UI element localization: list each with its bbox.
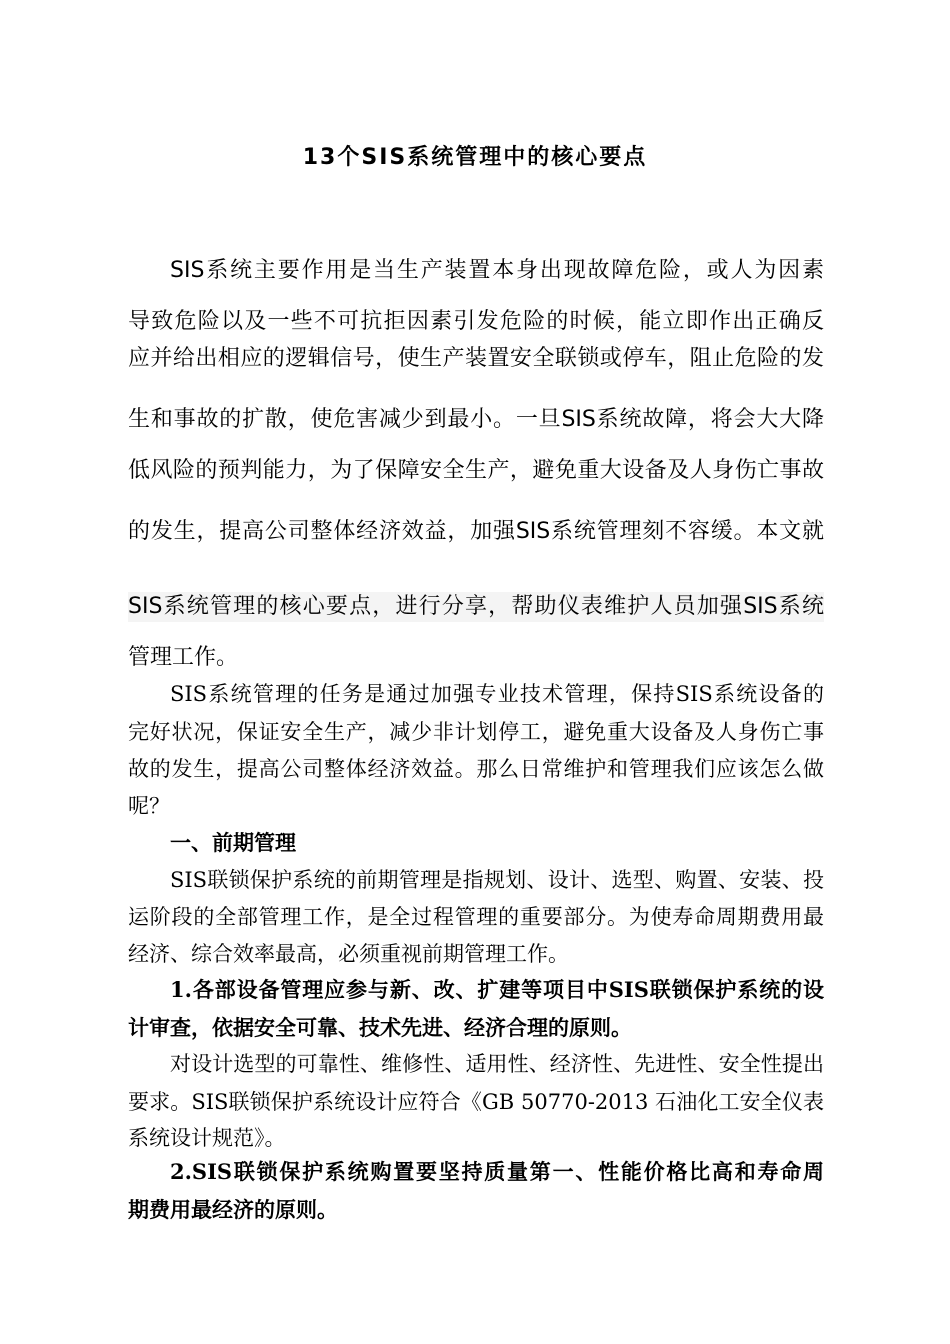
point-heading: 计审查，依据安全可靠、技术先进、经济合理的原则。 (128, 1015, 632, 1040)
page-title: 13个SIS系统管理中的核心要点 (302, 145, 648, 170)
intro-line: 的发生，提高公司整体经济效益，加强SIS系统管理刻不容缓。本文就 (128, 519, 824, 544)
point-heading: 1.各部设备管理应参与新、改、扩建等项目中SIS联锁保护系统的设 (170, 977, 824, 1002)
section-heading: 一、前期管理 (170, 830, 296, 855)
intro-line: 应并给出相应的逻辑信号，使生产装置安全联锁或停车，阻止危险的发 (128, 346, 824, 371)
body-line: 系统设计规范》。 (128, 1126, 286, 1150)
point-heading: 期费用最经济的原则。 (128, 1197, 338, 1222)
intro-line: SIS系统管理的核心要点，进行分享，帮助仪表维护人员加强SIS系统 (128, 592, 824, 622)
intro-line: 管理工作。 (128, 645, 239, 670)
body-line: 要求。SIS联锁保护系统设计应符合《GB 50770-2013 石油化工安全仪表 (128, 1090, 824, 1114)
body-line: 故的发生，提高公司整体经济效益。那么日常维护和管理我们应该怎么做 (128, 757, 824, 781)
body-line: 对设计选型的可靠性、维修性、适用性、经济性、先进性、安全性提出 (170, 1052, 824, 1076)
intro-line: 低风险的预判能力，为了保障安全生产，避免重大设备及人身伤亡事故 (128, 458, 824, 483)
body-line: 运阶段的全部管理工作，是全过程管理的重要部分。为使寿命周期费用最 (128, 905, 824, 929)
body-line: SIS系统管理的任务是通过加强专业技术管理，保持SIS系统设备的 (170, 682, 824, 706)
body-line: 完好状况，保证安全生产，减少非计划停工，避免重大设备及人身伤亡事 (128, 720, 824, 744)
body-line: SIS联锁保护系统的前期管理是指规划、设计、选型、购置、安装、投 (170, 868, 824, 892)
body-line: 经济、综合效率最高，必须重视前期管理工作。 (128, 942, 569, 966)
body-line: 呢？ (128, 794, 170, 818)
intro-line: 导致危险以及一些不可抗拒因素引发危险的时候，能立即作出正确反 (128, 309, 824, 334)
intro-line: 生和事故的扩散，使危害减少到最小。一旦SIS系统故障，将会大大降 (128, 407, 824, 432)
point-heading: 2.SIS联锁保护系统购置要坚持质量第一、性能价格比高和寿命周 (170, 1159, 824, 1184)
intro-line: SIS系统主要作用是当生产装置本身出现故障危险，或人为因素 (170, 258, 824, 283)
